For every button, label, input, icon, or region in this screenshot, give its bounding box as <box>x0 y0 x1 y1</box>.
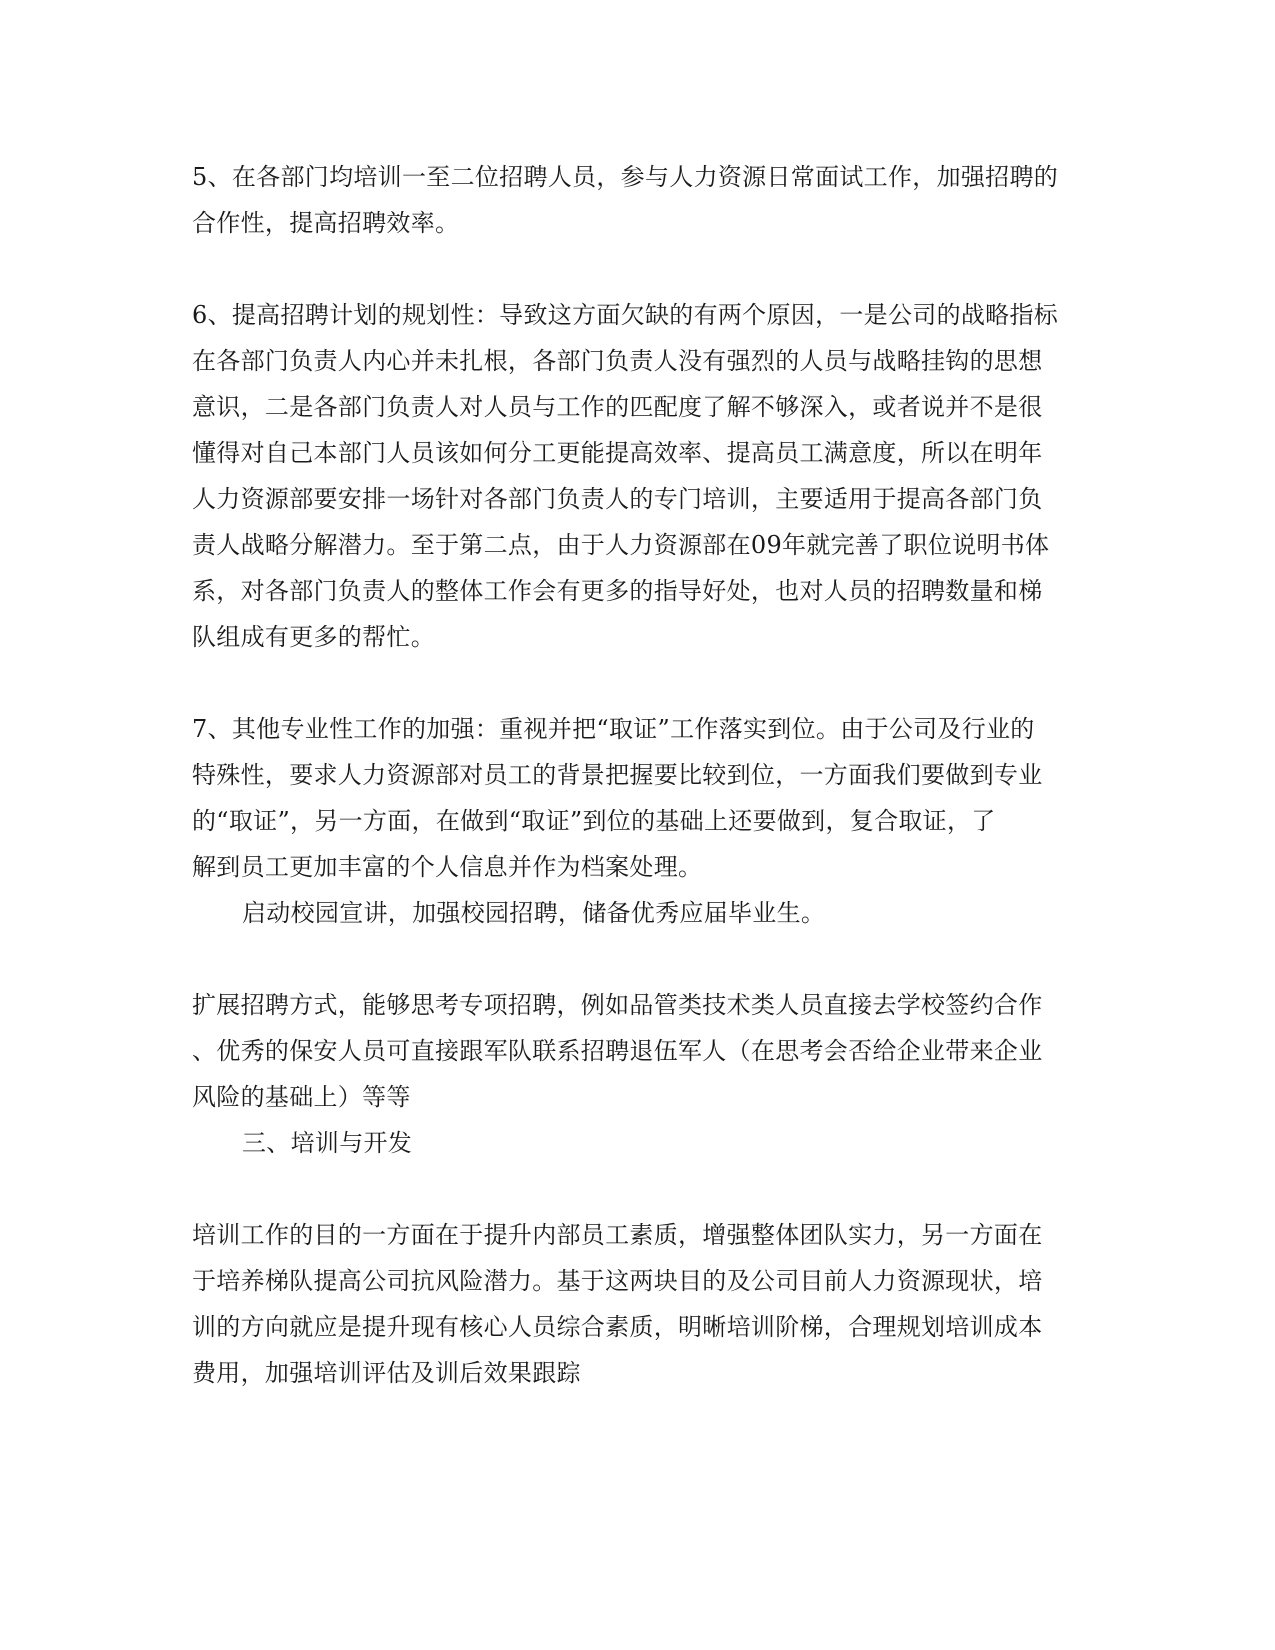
recruiting-methods-line-1: 扩展招聘方式，能够思考专项招聘，例如品管类技术类人员直接去学校签约合作 <box>192 991 1043 1019</box>
paragraph-7-line-4: 解到员工更加丰富的个人信息并作为档案处理。 <box>192 853 703 881</box>
training-paragraph-line-2: 于培养梯队提高公司抗风险潜力。基于这两块目的及公司目前人力资源现状，培 <box>192 1267 1043 1295</box>
recruiting-methods-line-2: 、优秀的保安人员可直接跟军队联系招聘退伍军人（在思考会否给企业带来企业 <box>192 1037 1043 1065</box>
paragraph-6-line-6: 责人战略分解潜力。至于第二点，由于人力资源部在09年就完善了职位说明书体 <box>192 531 1050 559</box>
paragraph-7-line-2: 特殊性，要求人力资源部对员工的背景把握要比较到位，一方面我们要做到专业 <box>192 761 1043 789</box>
paragraph-6-line-7: 系，对各部门负责人的整体工作会有更多的指导好处，也对人员的招聘数量和梯 <box>192 577 1043 605</box>
paragraph-6-line-1: 6、提高招聘计划的规划性：导致这方面欠缺的有两个原因，一是公司的战略指标 <box>192 301 1059 329</box>
paragraph-7-line-3: 的“取证”，另一方面，在做到“取证”到位的基础上还要做到，复合取证，了 <box>192 807 996 835</box>
section-heading-training: 三、培训与开发 <box>242 1129 413 1157</box>
training-paragraph-line-3: 训的方向就应是提升现有核心人员综合素质，明晰培训阶梯，合理规划培训成本 <box>192 1313 1043 1341</box>
paragraph-6-line-3: 意识，二是各部门负责人对人员与工作的匹配度了解不够深入，或者说并不是很 <box>192 393 1043 421</box>
training-paragraph-line-1: 培训工作的目的一方面在于提升内部员工素质，增强整体团队实力，另一方面在 <box>192 1221 1043 1249</box>
campus-recruiting-line: 启动校园宣讲，加强校园招聘，储备优秀应届毕业生。 <box>242 899 826 927</box>
paragraph-6-line-8: 队组成有更多的帮忙。 <box>192 623 435 651</box>
paragraph-7-line-1: 7、其他专业性工作的加强：重视并把“取证”工作落实到位。由于公司及行业的 <box>192 715 1035 743</box>
paragraph-6-line-2: 在各部门负责人内心并未扎根，各部门负责人没有强烈的人员与战略挂钩的思想 <box>192 347 1043 375</box>
paragraph-5-line-1: 5、在各部门均培训一至二位招聘人员，参与人力资源日常面试工作，加强招聘的 <box>192 163 1059 191</box>
paragraph-5-line-2: 合作性，提高招聘效率。 <box>192 209 460 237</box>
paragraph-6-line-5: 人力资源部要安排一场针对各部门负责人的专门培训，主要适用于提高各部门负 <box>192 485 1043 513</box>
recruiting-methods-line-3: 风险的基础上）等等 <box>192 1083 411 1111</box>
training-paragraph-line-4: 费用，加强培训评估及训后效果跟踪 <box>192 1359 581 1387</box>
paragraph-6-line-4: 懂得对自己本部门人员该如何分工更能提高效率、提高员工满意度，所以在明年 <box>192 439 1043 467</box>
